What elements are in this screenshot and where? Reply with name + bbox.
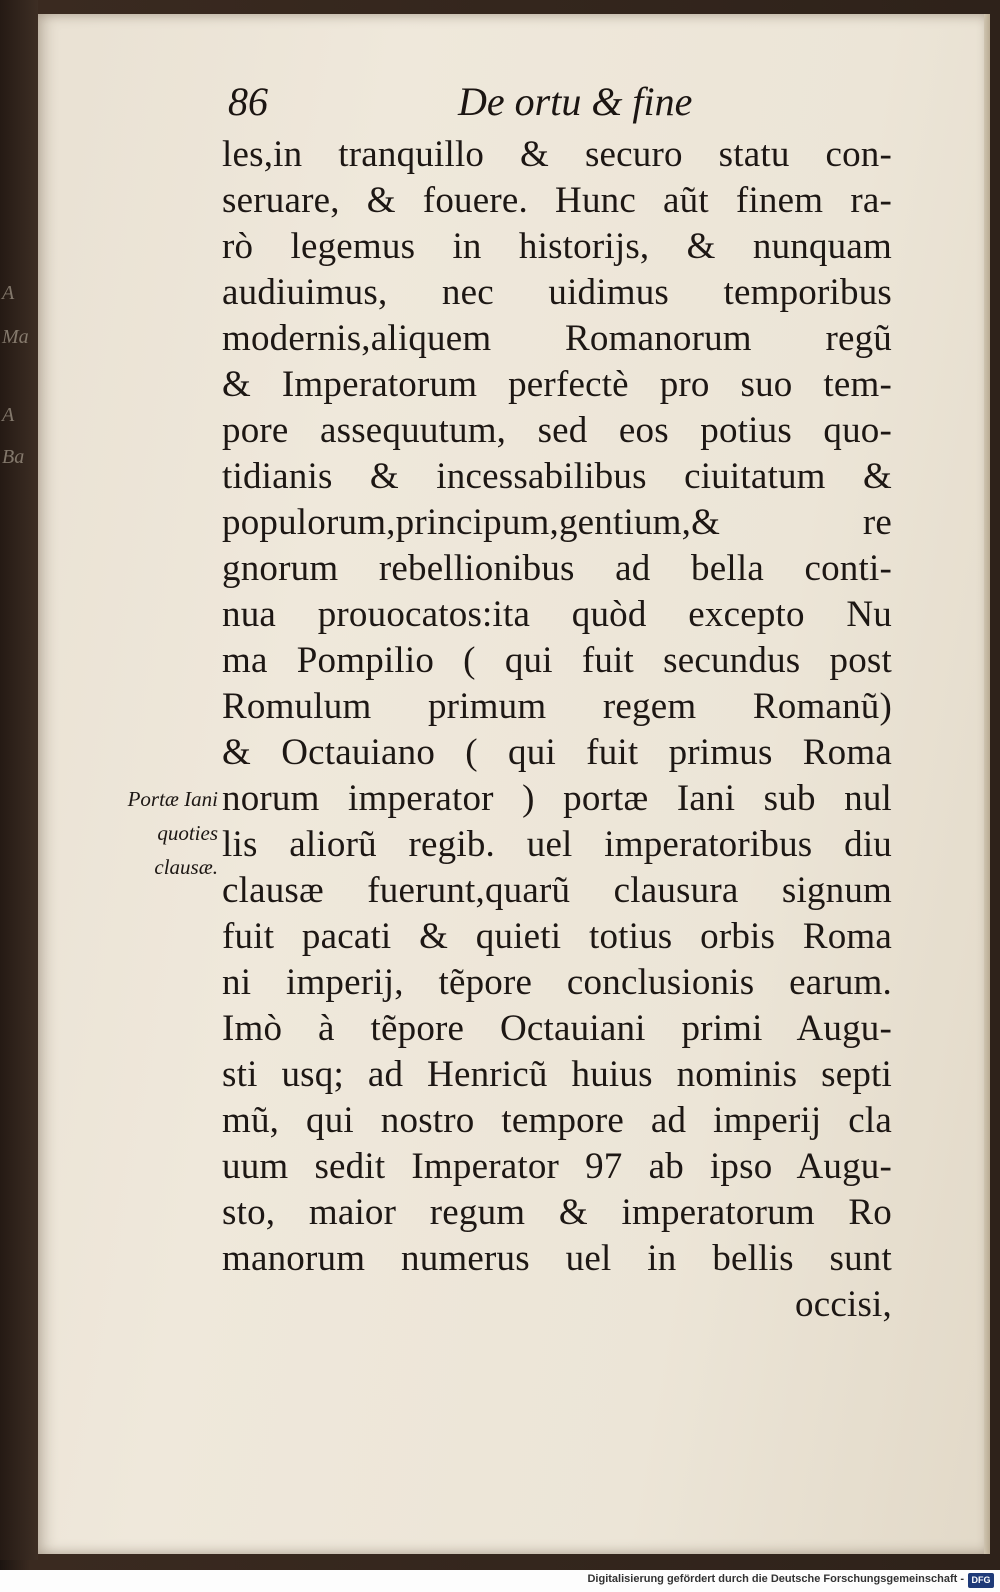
marginal-note-line: quoties — [157, 821, 218, 845]
text-line: rò legemus in historijs, & nunquam — [222, 226, 892, 267]
text-line: lis aliorũ regib. uel imperatoribus diu — [222, 824, 892, 865]
facing-page-fragment: A — [2, 404, 15, 426]
text-line: & Octauiano ( qui fuit primus Roma — [222, 732, 892, 773]
text-line: ni imperij, tẽpore conclusionis earum. — [222, 962, 892, 1003]
text-line: manorum numerus uel in bellis sunt — [222, 1238, 892, 1279]
text-line: tidianis & incessabilibus ciuitatum & — [222, 456, 892, 497]
text-line: modernis,aliquem Romanorum regũ — [222, 318, 892, 359]
marginal-note — [78, 782, 218, 884]
funding-credit: Digitalisierung gefördert durch die Deutsche Forschungsgemeinschaft - — [587, 1573, 964, 1585]
marginal-note-line: clausæ. — [154, 855, 218, 879]
text-line: audiuimus, nec uidimus temporibus — [222, 272, 892, 313]
text-line: ma Pompilio ( qui fuit secundus post — [222, 640, 892, 681]
text-line: sto, maior regum & imperatorum Ro — [222, 1192, 892, 1233]
facing-page-fragment: A — [2, 282, 15, 304]
text-line: uum sedit Imperator 97 ab ipso Augu- — [222, 1146, 892, 1187]
text-line: mũ, qui nostro tempore ad imperij cla — [222, 1100, 892, 1141]
text-line: nua prouocatos:ita quòd excepto Nu — [222, 594, 892, 635]
book-page — [38, 14, 990, 1554]
text-line: populorum,principum,gentium,& re — [222, 502, 892, 543]
text-line: les,in tranquillo & securo statu con- — [222, 134, 892, 175]
marginal-note-line: Portæ Iani — [127, 787, 218, 811]
footer-bar — [0, 1570, 1000, 1592]
facing-page-fragment: Ba — [2, 446, 25, 468]
facing-page-edge — [0, 0, 38, 1560]
dfg-logo: DFG — [968, 1573, 994, 1588]
page-edge — [984, 14, 990, 1554]
text-line: & Imperatorum perfectè pro suo tem- — [222, 364, 892, 405]
page-number: 86 — [228, 79, 268, 124]
body-text — [222, 132, 892, 1328]
text-line: gnorum rebellionibus ad bella conti- — [222, 548, 892, 589]
text-line: Romulum primum regem Romanũ) — [222, 686, 892, 727]
running-title: De ortu & fine — [458, 79, 693, 124]
text-line: sti usq; ad Henricũ huius nominis septi — [222, 1054, 892, 1095]
text-line: norum imperator ) portæ Iani sub nul — [222, 778, 892, 819]
text-line: fuit pacati & quieti totius orbis Roma — [222, 916, 892, 957]
catchword: occisi, — [795, 1284, 892, 1325]
running-head — [228, 78, 788, 128]
facing-page-fragment: Ma — [2, 326, 29, 348]
text-line: pore assequutum, sed eos potius quo- — [222, 410, 892, 451]
text-line: clausæ fuerunt,quarũ clausura signum — [222, 870, 892, 911]
text-line: seruare, & fouere. Hunc aũt finem ra- — [222, 180, 892, 221]
text-line: Imò à tẽpore Octauiani primi Augu- — [222, 1008, 892, 1049]
